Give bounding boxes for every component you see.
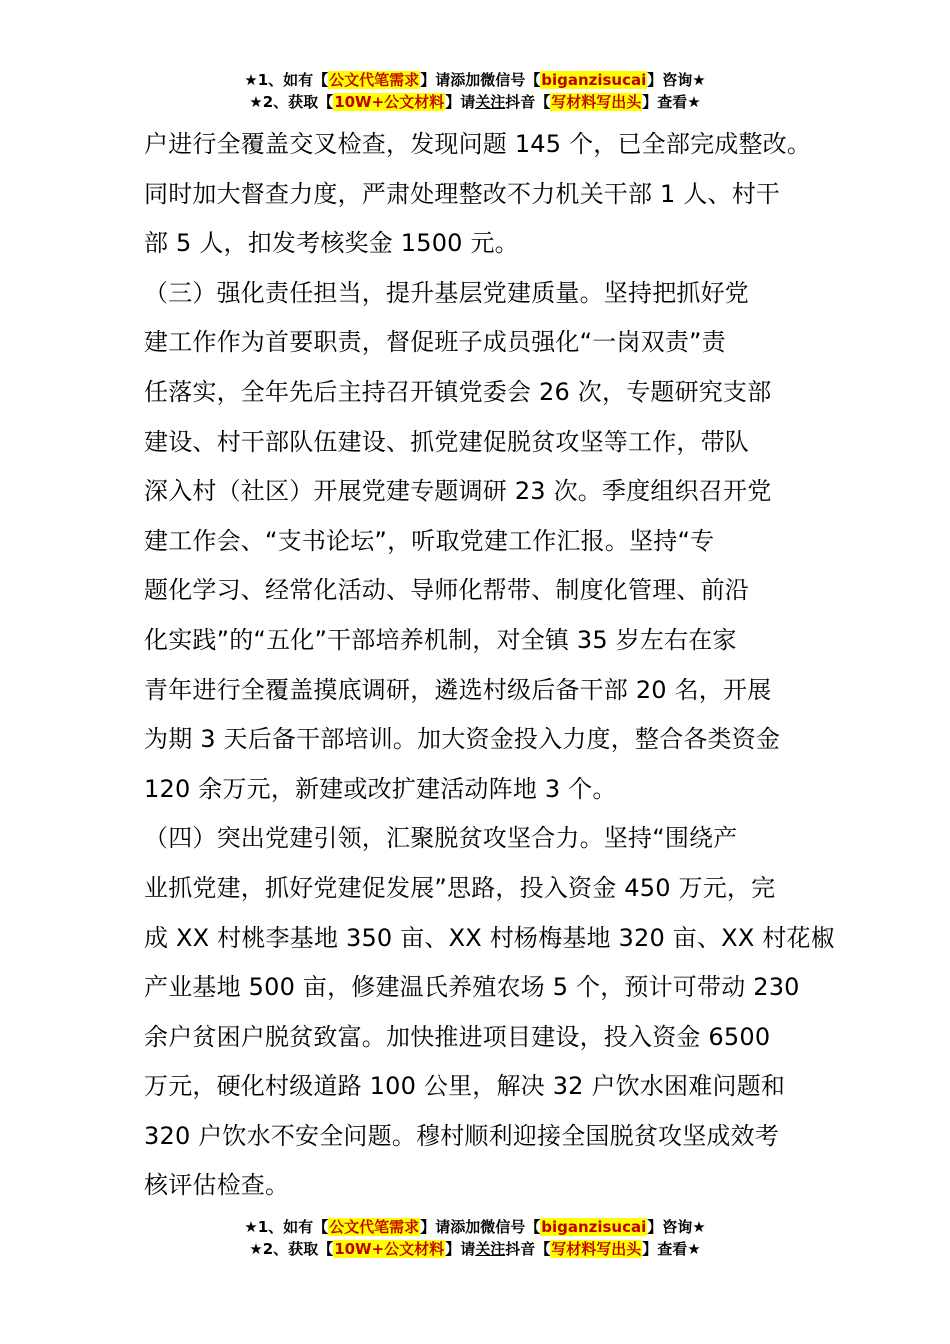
paragraph-line: 产业基地 500 亩，修建温氏养殖农场 5 个，预计可带动 230	[144, 973, 800, 1002]
paragraph-line: 建设、村干部队伍建设、抓党建促脱贫攻坚等工作，带队	[144, 427, 749, 456]
paragraph-line: 题化学习、经常化活动、导师化帮带、制度化管理、前沿	[144, 576, 749, 605]
paragraph-line: 万元，硬化村级道路 100 公里，解决 32 户饮水困难问题和	[144, 1072, 786, 1101]
footer-line-1	[0, 1216, 950, 1238]
footer-line-2-prefix: ★2、获取【	[249, 1240, 334, 1258]
paragraph-3	[144, 814, 835, 1211]
paragraph-line: 余户贫困户脱贫致富。加快推进项目建设，投入资金 6500	[144, 1022, 771, 1051]
paragraph-line: 320 户饮水不安全问题。穆村顺利迎接全国脱贫攻坚成效考	[144, 1121, 780, 1150]
footer-line-2-suffix: 】查看★	[642, 1240, 701, 1258]
footer-highlight-douyin: 写材料写出头	[551, 1240, 642, 1258]
header-highlight-ghostwriting: 公文代笔需求	[329, 71, 420, 89]
footer-line-2-mid-a: 】请	[445, 1240, 476, 1258]
header-line-1-prefix: ★1、如有【	[244, 71, 329, 89]
footer-highlight-ghostwriting: 公文代笔需求	[329, 1218, 420, 1236]
header-line-2-prefix: ★2、获取【	[249, 93, 334, 111]
header-highlight-wechat-id: biganzisucai	[541, 71, 647, 89]
paragraph-line: 同时加大督查力度，严肃处理整改不力机关干部 1 人、村干	[144, 179, 781, 208]
footer-banner	[0, 1216, 950, 1260]
paragraph-line: 深入村（社区）开展党建专题调研 23 次。季度组织召开党	[144, 477, 772, 506]
header-line-2-follow: 关注	[475, 93, 506, 111]
paragraph-2	[144, 269, 814, 815]
paragraph-line: 任落实，全年先后主持召开镇党委会 26 次，专题研究支部	[144, 377, 772, 406]
header-line-2-mid-a: 】请	[445, 93, 476, 111]
footer-line-1-suffix: 】咨询★	[647, 1218, 706, 1236]
header-line-2-suffix: 】查看★	[642, 93, 701, 111]
header-highlight-materials: 10W+公文材料	[334, 93, 445, 111]
footer-line-2	[0, 1238, 950, 1260]
paragraph-line: 户进行全覆盖交叉检查，发现问题 145 个，已全部完成整改。	[144, 130, 812, 158]
header-line-2	[0, 91, 950, 113]
paragraph-line: 业抓党建，抓好党建促发展”思路，投入资金 450 万元，完	[144, 873, 776, 902]
paragraph-line: 核评估检查。	[144, 1171, 290, 1200]
paragraph-line: 化实践”的“五化”干部培养机制，对全镇 35 岁左右在家	[144, 625, 737, 654]
header-line-2-mid-b: 抖音【	[505, 93, 551, 111]
paragraph-line: 建工作会、“支书论坛”，听取党建工作汇报。坚持“专	[144, 526, 715, 555]
header-line-1-suffix: 】咨询★	[647, 71, 706, 89]
footer-highlight-wechat-id: biganzisucai	[541, 1218, 647, 1236]
paragraph-line: 为期 3 天后备干部培训。加大资金投入力度，整合各类资金	[144, 725, 781, 754]
paragraph-line: 成 XX 村桃李基地 350 亩、XX 村杨梅基地 320 亩、XX 村花椒	[144, 923, 835, 952]
header-line-1-mid: 】请添加微信号【	[420, 71, 541, 89]
header-banner	[0, 69, 950, 113]
paragraph-line: 部 5 人，扣发考核奖金 1500 元。	[144, 229, 519, 258]
paragraph-line: （四）突出党建引领，汇聚脱贫攻坚合力。坚持“围绕产	[144, 824, 738, 853]
footer-line-2-follow: 关注	[475, 1240, 506, 1258]
header-highlight-douyin: 写材料写出头	[551, 93, 642, 111]
footer-line-1-prefix: ★1、如有【	[244, 1218, 329, 1236]
document-body	[144, 120, 835, 1211]
paragraph-line: 120 余万元，新建或改扩建活动阵地 3 个。	[144, 774, 617, 803]
header-line-1	[0, 69, 950, 91]
footer-line-2-mid-b: 抖音【	[505, 1240, 551, 1258]
paragraph-1	[144, 120, 814, 269]
paragraph-line: 建工作作为首要职责，督促班子成员强化“一岗双责”责	[144, 328, 726, 357]
paragraph-line: （三）强化责任担当，提升基层党建质量。坚持把抓好党	[144, 278, 749, 307]
footer-highlight-materials: 10W+公文材料	[334, 1240, 445, 1258]
paragraph-line: 青年进行全覆盖摸底调研，遴选村级后备干部 20 名，开展	[144, 675, 772, 704]
footer-line-1-mid: 】请添加微信号【	[420, 1218, 541, 1236]
